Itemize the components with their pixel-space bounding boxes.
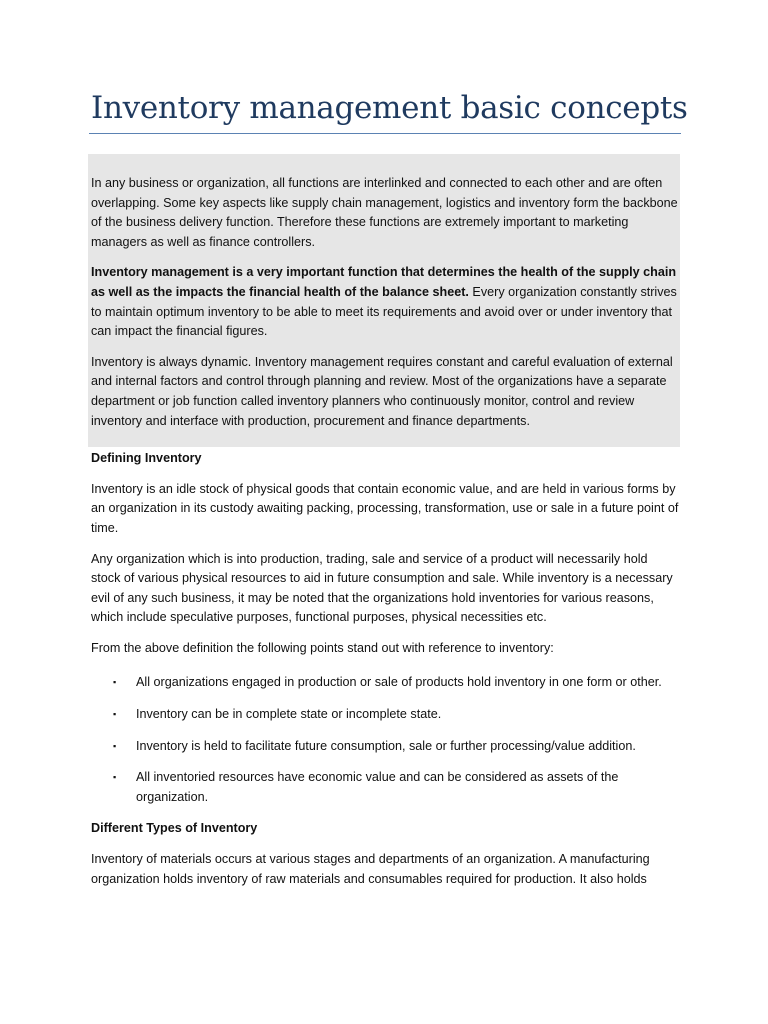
list-item-text: All organizations engaged in production or sale of products hold inventory in one form or other. xyxy=(136,675,662,690)
list-item xyxy=(91,705,679,725)
intro-paragraph-2-rest: Every organization constantly strives to maintain optimum inventory to be able to meet its requirements and avoid over or under inventory that can impact the financial figures. xyxy=(91,284,677,339)
inventory-points-list xyxy=(91,673,679,807)
types-paragraph-1: Inventory of materials occurs at various stages and departments of an organization. A manufacturing organization holds inventory of raw materials and consumables required for production. It also holds xyxy=(91,852,650,886)
defining-paragraph-1: Inventory is an idle stock of physical goods that contain economic value, and are held in various forms by an organization in its custody awaiting packing, processing, transformation, use or sale in a future point of time. xyxy=(91,481,679,535)
bullet-square-icon: ▪ xyxy=(113,677,117,688)
types-of-inventory-heading: Different Types of Inventory xyxy=(91,821,258,836)
bullet-square-icon: ▪ xyxy=(113,709,117,720)
intro-paragraph-2-bold: Inventory management is a very important function that determines the health of the supply chain as well as the impacts the financial health of the balance sheet. xyxy=(91,265,677,299)
intro-paragraph-1: In any business or organization, all functions are interlinked and connected to each other and are often overlapping. Some key aspects like supply chain management, logistics and inventory form the backbone of the business delivery function. Therefore these functions are extremely important to marketing managers as well as finance controllers. xyxy=(91,176,678,249)
list-item xyxy=(91,768,679,807)
title-underline xyxy=(89,133,681,134)
bullet-square-icon: ▪ xyxy=(113,740,117,751)
list-item xyxy=(91,737,679,757)
list-item-text: All inventoried resources have economic value and can be considered as assets of the organization. xyxy=(136,770,619,804)
defining-paragraph-2: Any organization which is into production, trading, sale and service of a product will necessarily hold stock of various physical resources to aid in future consumption and sale. While inventory is a necessary evil of any such business, it may be noted that the organizations hold inventories for various reasons, which include speculative purposes, functional purposes, physical necessities etc. xyxy=(91,551,673,625)
document-title: Inventory management basic concepts xyxy=(91,90,688,126)
intro-paragraph-3: Inventory is always dynamic. Inventory management requires constant and careful evaluation of external and internal factors and control through planning and review. Most of the organizations have a separate department or job function called inventory planners who continuously monitor, control and review inventory and interface with production, procurement and finance departments. xyxy=(91,354,673,428)
intro-paragraph-2 xyxy=(91,263,679,341)
defining-inventory-heading: Defining Inventory xyxy=(91,451,202,466)
list-item-text: Inventory can be in complete state or incomplete state. xyxy=(136,707,442,722)
bullet-square-icon: ▪ xyxy=(113,772,117,783)
list-item xyxy=(91,673,679,693)
list-item-text: Inventory is held to facilitate future consumption, sale or further processing/value addition. xyxy=(136,738,636,753)
intro-section xyxy=(91,174,679,431)
defining-paragraph-3: From the above definition the following points stand out with reference to inventory: xyxy=(91,640,554,655)
section-spacer xyxy=(91,431,679,449)
document-body xyxy=(91,174,679,900)
